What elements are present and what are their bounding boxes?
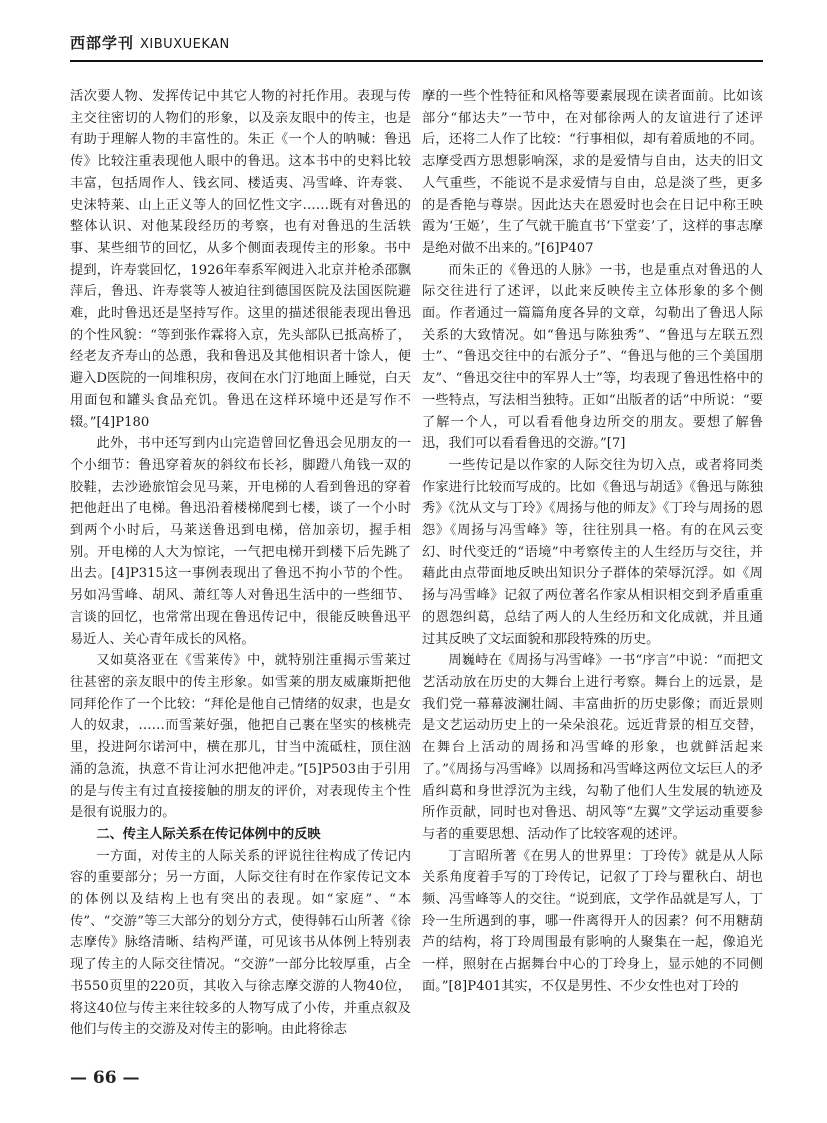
paragraph: 又如莫洛亚在《雪莱传》中，就特别注重揭示雪莱过往甚密的亲友眼中的传主形象。如雪莱的朋友威廉斯把他同拜伦作了一个比较：“拜伦是他自己情绪的奴隶，也是女人的奴隶，……而雪莱好强，他把自己裹在坚实的核桃壳里，投进阿尔诺河中，横在那儿，甘当中流砥柱，顶住汹涌的急流，执意不肯让河水把他冲走。”[5]P503由于引用的是与传主有过直接接触的朋友的评价，对表现传主个性是很有说服力的。 bbox=[70, 653, 411, 821]
running-header bbox=[70, 32, 763, 58]
paragraph: 此外，书中还写到内山完造曾回忆鲁迅会见朋友的一个小细节：鲁迅穿着灰的斜纹布长衫，脚蹬八角钱一双的胶鞋，去沙逊旅馆会见马莱，开电梯的人看到鲁迅的穿着把他赶出了电梯。鲁迅沿着楼梯爬到七楼，谈了一个小时到两个小时后，马莱送鲁迅到电梯，倍加亲切，握手相别。开电梯的人大为惊诧，一气把电梯开到楼下后先跳了出去。[4]P315这一事例表现出了鲁迅不拘小节的个性。另如冯雪峰、胡风、萧红等人对鲁迅生活中的一些细节、言谈的回忆，也常常出现在鲁迅传记中，很能反映鲁迅平易近人、关心青年成长的风格。 bbox=[70, 436, 411, 647]
paragraph: 摩的一些个性特征和风格等要素展现在读者面前。比如该部分“郁达夫”一节中，在对郁徐两人的友谊进行了述评后，还将二人作了比较：“行事相似，却有着质地的不同。志摩受西方思想影响深，求的是爱情与自由，达夫的旧文人气重些，不能说不是求爱情与自由，总是淡了些，更多的是香艳与尊崇。因此达夫在恩爱时也会在日记中称王映霞为‘王姬’，生了气就干脆直书‘下堂妾’了，这样的事志摩是绝对做不出来的。”[6]P407 bbox=[422, 89, 763, 256]
paragraph: 而朱正的《鲁迅的人脉》一书，也是重点对鲁迅的人际交往进行了述评，以此来反映传主立体形象的多个侧面。作者通过一篇篇角度各异的文章，勾勒出了鲁迅人际关系的大致情况。如“鲁迅与陈独秀”、“鲁迅与左联五烈士”、“鲁迅交往中的右派分子”、“鲁迅与他的三个美国朋友”、“鲁迅交往中的军界人士”等，均表现了鲁迅性格中的一些特点，写法相当独特。正如“出版者的话”中所说：“要了解一个人，可以看看他身边所交的朋友。要想了解鲁迅，我们可以看看鲁迅的交游。”[7] bbox=[422, 262, 763, 452]
right-column bbox=[422, 86, 763, 1016]
journal-name-cn: 西部学刊 bbox=[70, 34, 135, 52]
paragraph: 一些传记是以作家的人际交往为切入点，或者将同类作家进行比较而写成的。比如《鲁迅与胡适》《鲁迅与陈独秀》《沈从文与丁玲》《周扬与他的师友》《丁玲与周扬的恩怨》《周扬与冯雪峰》等，往往别具一格。有的在风云变幻、时代变迁的“语境”中考察传主的人生经历与交往，并藉此由点带面地反映出知识分子群体的荣辱沉浮。如《周扬与冯雪峰》记叙了两位著名作家从相识相交到矛盾重重的恩怨纠葛，总结了两人的人生经历和文化成就，并且通过其反映了文坛面貌和那段特殊的历史。 bbox=[422, 457, 763, 647]
page-number: — 66 — bbox=[70, 1068, 140, 1088]
paragraph: 一方面，对传主的人际关系的评说往往构成了传记内容的重要部分；另一方面，人际交往有时在作家传记文本的体例以及结构上也有突出的表现。如“家庭”、“本传”、“交游”等三大部分的划分方式，使得韩石山所著《徐志摩传》脉络清晰、结构严谨，可见该书从体例上特别表现了传主的人际交往情况。“交游”一部分比较厚重，占全书550页里的220页，其收入与徐志摩交游的人物40位，将这40位与传主来往较多的人物写成了小传，并重点叙及他们与传主的交游及对传主的影响。由此将徐志 bbox=[70, 848, 411, 1038]
section-heading: 二、传主人际关系在传记体例中的反映 bbox=[96, 826, 321, 842]
journal-name-en: XIBUXUEKAN bbox=[140, 37, 230, 52]
paragraph: 活次要人物、发挥传记中其它人物的衬托作用。表现与传主交往密切的人物们的形象，以及亲友眼中的传主，也是有助于理解人物的丰富性的。朱正《一个人的呐喊：鲁迅传》比较注重表现他人眼中的鲁迅。这本书中的史料比较丰富，包括周作人、钱玄同、楼适夷、冯雪峰、许寿裳、史沫特莱、山上正义等人的回忆性文字……既有对鲁迅的整体认识、对他某段经历的考察，也有对鲁迅的生活轶事、某些细节的回忆，从多个侧面表现传主的形象。书中提到，许寿裳回忆，1926年奉系军阀进入北京并枪杀邵飘萍后，鲁迅、许寿裳等人被迫往到德国医院及法国医院避难，此时鲁迅还是坚持写作。这里的描述很能表现出鲁迅的个性风貌：“等到张作霖将入京，先头部队已抵高桥了，经老友齐寿山的怂恿，我和鲁迅及其他相识者十馀人，便避入D医院的一间堆积房，夜间在水门汀地面上睡觉，白天用面包和罐头食品充饥。鲁迅在这样环境中还是写作不辍。”[4]P180 bbox=[70, 89, 411, 430]
journal-title bbox=[70, 32, 230, 53]
header-rule bbox=[70, 60, 763, 62]
left-column bbox=[70, 86, 411, 1038]
paragraph: 周巍峙在《周扬与冯雪峰》一书“序言”中说：“而把文艺活动放在历史的大舞台上进行考察。舞台上的远景，是我们党一幕幕波澜壮阔、丰富曲折的历史影像；而近景则是文艺运动历史上的一朵朵浪花。远近背景的相互交替，在舞台上活动的周扬和冯雪峰的形象，也就鲜活起来了。”《周扬与冯雪峰》以周扬和冯雪峰这两位文坛巨人的矛盾纠葛和身世浮沉为主线，勾勒了他们人生发展的轨迹及所作贡献，同时也对鲁迅、胡风等“左翼”文学运动重要参与者的重要思想、活动作了比较客观的述评。 bbox=[422, 653, 763, 842]
paragraph: 丁言昭所著《在男人的世界里：丁玲传》就是从人际关系角度着手写的丁玲传记，记叙了丁玲与瞿秋白、胡也频、冯雪峰等人的交往。“说到底，文学作品就是写人，丁玲一生所遇到的事，哪一件离得开人的因素？何不用糖葫芦的结构，将丁玲周围最有影响的人聚集在一起，像追光一样，照射在占据舞台中心的丁玲身上，显示她的不同侧面。”[8]P401其实，不仅是男性、不少女性也对丁玲的 bbox=[422, 848, 763, 994]
